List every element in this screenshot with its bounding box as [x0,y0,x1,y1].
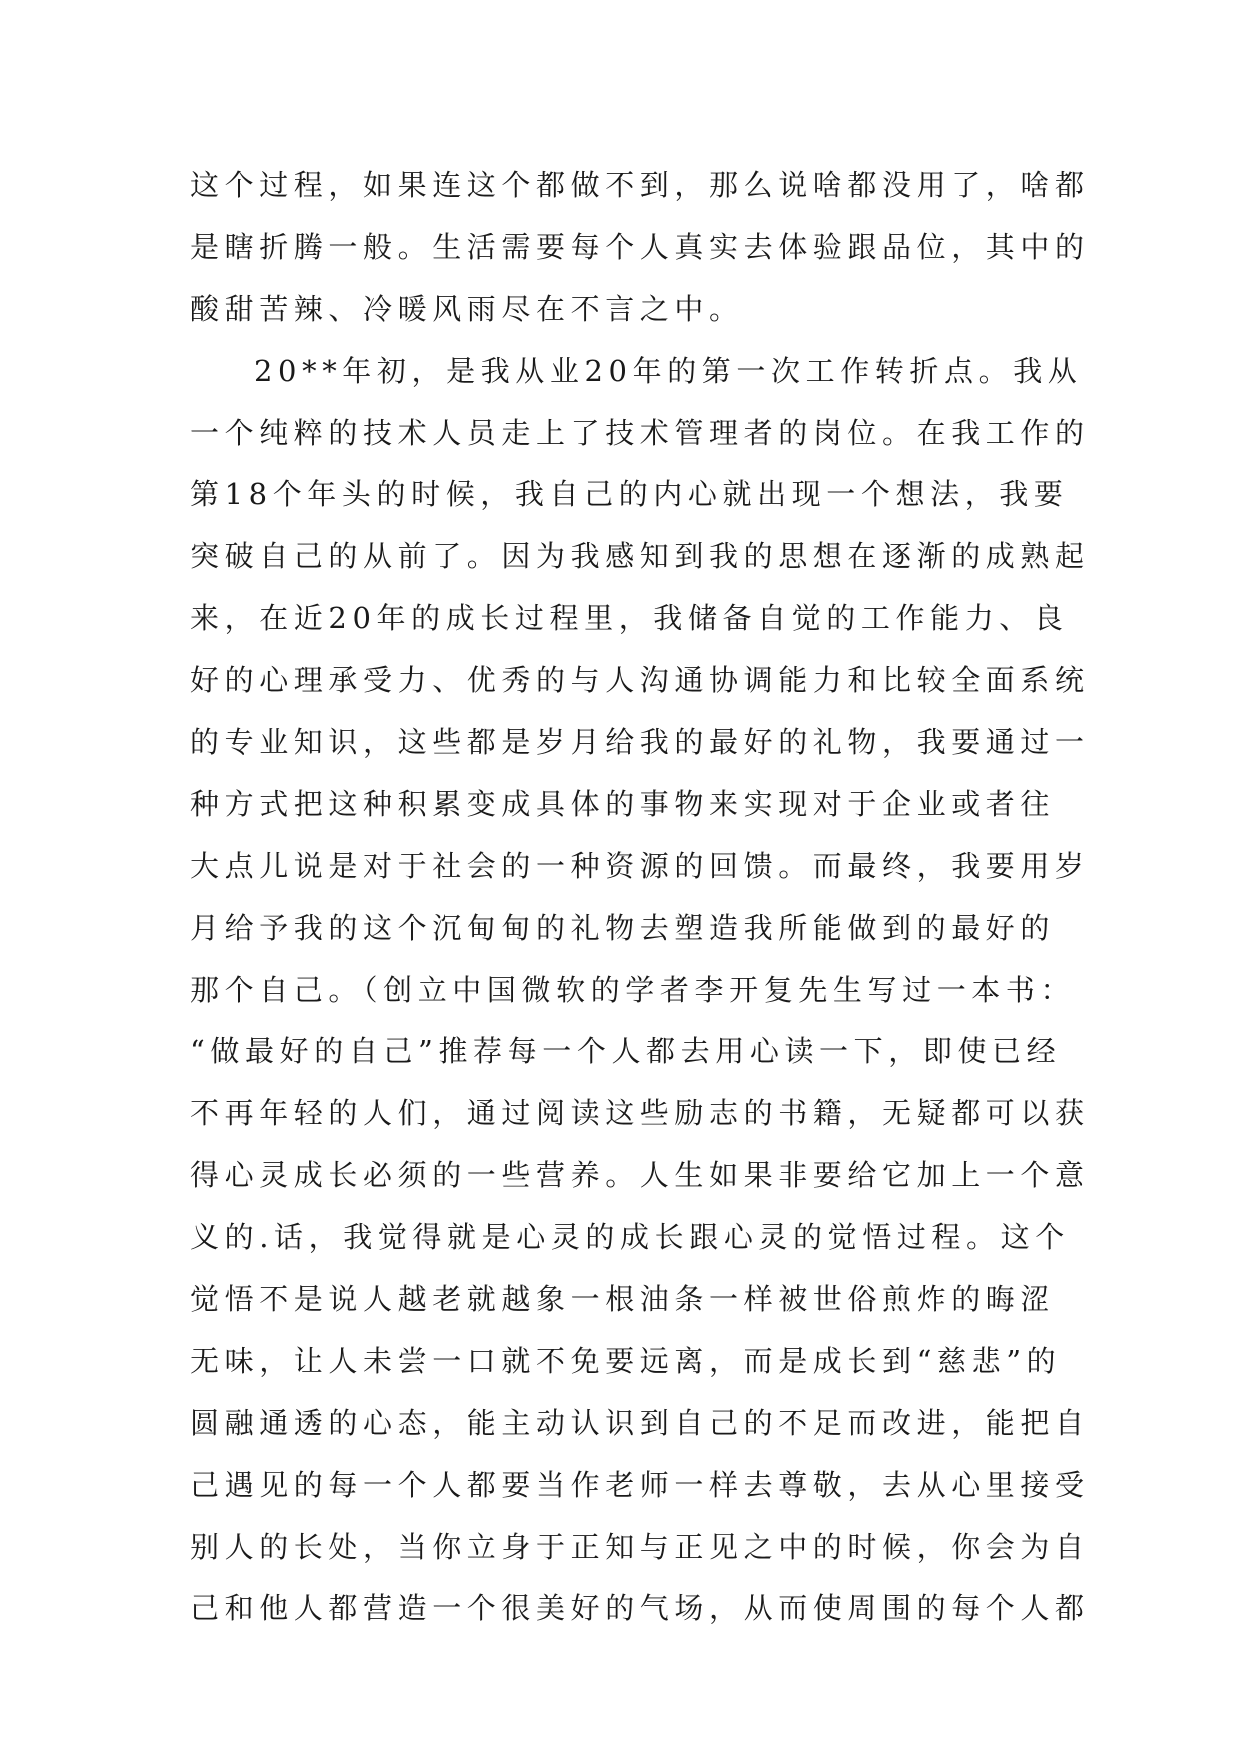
text-line: “做最好的自己”推荐每一个人都去用心读一下，即使已经 [190,1034,1062,1069]
text-line: 觉悟不是说人越老就越象一根油条一样被世俗煎炸的晦涩 [190,1282,1056,1317]
text-line: 己遇见的每一个人都要当作老师一样去尊敬，去从心里接受 [190,1467,1090,1502]
text-line: 圆融通透的心态，能主动认识到自己的不足而改进，能把自 [190,1405,1090,1440]
text-line: 义的.话，我觉得就是心灵的成长跟心灵的觉悟过程。这个 [190,1220,1070,1255]
text-line: 不再年轻的人们，通过阅读这些励志的书籍，无疑都可以获 [190,1096,1090,1131]
text-line: 月给予我的这个沉甸甸的礼物去塑造我所能做到的最好的 [190,910,1056,945]
paragraph-first-line: 20**年初，是我从业20年的第一次工作转折点。我从 [254,353,1083,388]
text-line: 的专业知识，这些都是岁月给我的最好的礼物，我要通过一 [190,725,1090,760]
text-line: 那个自己。（创立中国微软的学者李开复先生写过一本书： [190,972,1076,1007]
text-line: 大点儿说是对于社会的一种资源的回馈。而最终，我要用岁 [190,848,1090,883]
text-line: 来，在近20年的成长过程里，我储备自觉的工作能力、良 [190,601,1069,636]
text-line: 突破自己的从前了。因为我感知到我的思想在逐渐的成熟起 [190,539,1090,574]
text-line: 得心灵成长必须的一些营养。人生如果非要给它加上一个意 [190,1158,1090,1193]
text-line: 别人的长处，当你立身于正知与正见之中的时候，你会为自 [190,1529,1090,1564]
text-line: 种方式把这种积累变成具体的事物来实现对于企业或者往 [190,786,1056,821]
text-line: 第18个年头的时候，我自己的内心就出现一个想法，我要 [190,477,1069,512]
text-line: 是瞎折腾一般。生活需要每个人真实去体验跟品位，其中的 [190,229,1090,264]
text-line: 无味，让人未尝一口就不免要远离，而是成长到“慈悲”的 [190,1343,1062,1378]
text-line: 酸甜苦辣、冷暖风雨尽在不言之中。 [190,291,744,326]
text-line: 这个过程，如果连这个都做不到，那么说啥都没用了，啥都 [190,168,1090,202]
text-line: 己和他人都营造一个很美好的气场，从而使周围的每个人都 [190,1591,1090,1626]
body-text [190,155,1090,1640]
text-line: 一个纯粹的技术人员走上了技术管理者的岗位。在我工作的 [190,415,1090,450]
text-line: 好的心理承受力、优秀的与人沟通协调能力和比较全面系统 [190,663,1090,698]
